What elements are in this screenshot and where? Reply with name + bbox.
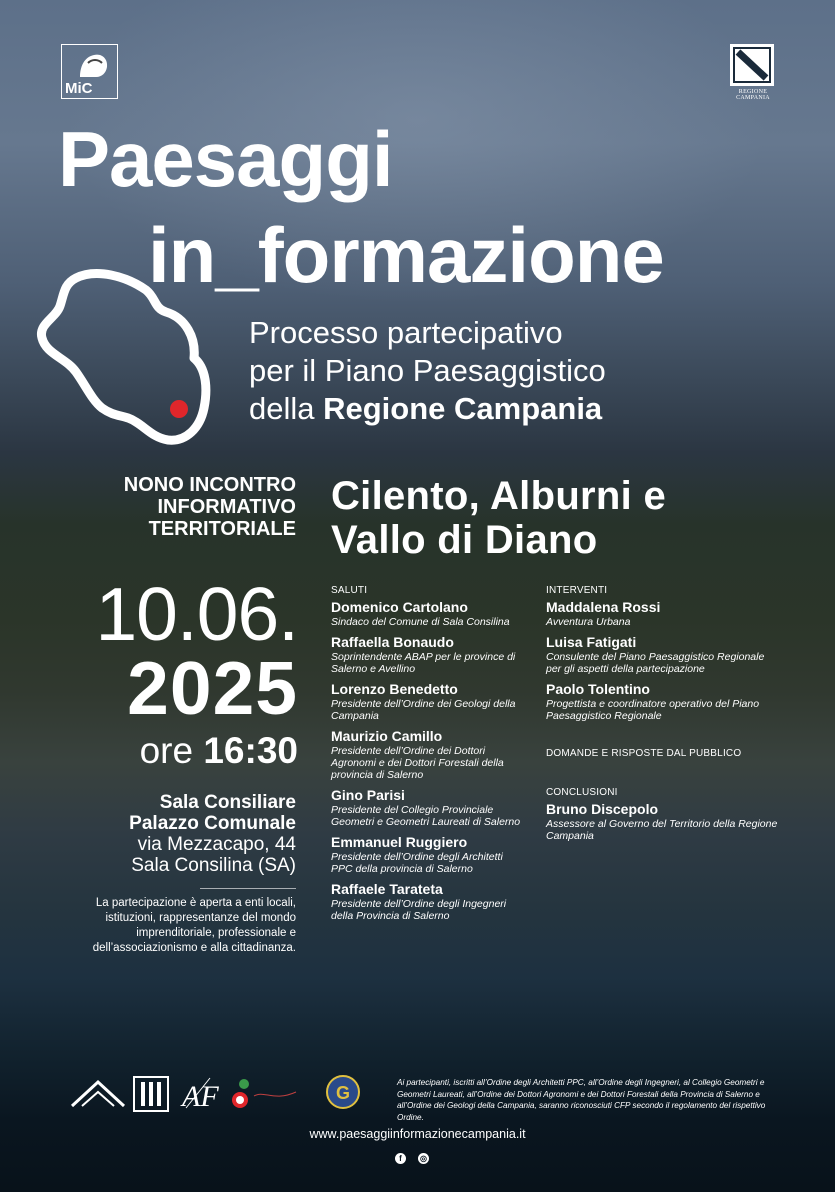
regione-shield-icon [730,44,774,86]
speaker-name: Domenico Cartolano [331,599,468,615]
speaker-role: Progettista e coordinatore operativo del Piano Paesaggistico Regionale [546,698,760,722]
event-date-year: 2025 [127,646,298,730]
speaker-item [331,728,521,781]
speaker-name: Bruno Discepolo [546,801,659,817]
regione-logo-text: REGIONE CAMPANIA [736,89,770,101]
speaker-role: Sindaco del Comune di Sala Consilina [331,616,510,628]
event-time [62,730,298,772]
qa-label: DOMANDE E RISPOSTE DAL PUBBLICO [546,748,742,759]
speaker-role: Presidente dell’Ordine degli Ingegneri della Provincia di Salerno [331,898,507,922]
campania-map-icon [36,268,256,463]
interventi-label: INTERVENTI [546,585,608,596]
subtitle [249,314,606,428]
speaker-role: Presidente dell’Ordine degli Architetti PPC della provincia di Salerno [331,851,503,875]
speaker-item [331,681,521,722]
collegio-geometri-logo-icon [325,1074,361,1110]
place-title [331,474,666,562]
place-title-line-1: Cilento, Alburni e [331,474,667,518]
venue [60,792,296,876]
social-icons [395,1148,441,1166]
partner-logos [70,1070,370,1120]
speaker-role: Soprintendente ABAP per le province di Salerno e Avellino [331,651,516,675]
agronomi-forestali-logo-icon [180,1074,220,1114]
instagram-icon[interactable]: ◎ [418,1153,429,1164]
participation-note: La partecipazione è aperta a enti locali, istituzioni, rappresentanze del mondo imprenditoriale, professionale e dell’associazionismo e alla cittadinanza. [92,897,296,954]
title-line-1: Paesaggi [58,115,393,203]
speaker-role: Presidente dell’Ordine dei Geologi della Campania [331,698,516,722]
venue-line-1: Sala Consiliare [159,792,296,813]
conclusioni-label: CONCLUSIONI [546,787,618,798]
interventi-column [546,585,778,848]
speaker-name: Luisa Fatigati [546,634,637,650]
speaker-role: Assessore al Governo del Territorio della Regione Campania [546,818,778,842]
speaker-name: Lorenzo Benedetto [331,681,458,697]
speaker-role: Presidente del Collegio Provinciale Geometri e Geometri Laureati di Salerno [331,804,521,828]
saluti-column [331,585,521,928]
meeting-line-3: TERRITORIALE [148,518,296,540]
speaker-name: Paolo Tolentino [546,681,650,697]
speaker-item [331,881,521,922]
speaker-name: Raffaele Tarateta [331,881,443,897]
event-time-value: 16:30 [203,730,298,771]
speaker-name: Gino Parisi [331,787,405,803]
meeting-line-2: INFORMATIVO [157,496,296,518]
speaker-name: Emmanuel Ruggiero [331,834,468,850]
mic-emblem-icon [74,49,114,79]
svg-text:AF: AF [182,1080,219,1113]
ordine-architetti-logo-icon [70,1076,126,1110]
speaker-name: Raffaella Bonaudo [331,634,454,650]
mic-logo [61,44,118,99]
meeting-line-1: NONO INCONTRO [123,474,296,496]
speaker-role: Avventura Urbana [546,616,631,628]
ordine-geologi-logo-icon [230,1072,300,1114]
speaker-name: Maurizio Camillo [331,728,443,744]
title-line-2: in_formazione [148,211,664,299]
speaker-item [331,787,521,828]
mic-logo-text: MiC [65,80,93,97]
venue-line-3: via Mezzacapo, 44 [137,834,296,855]
cfp-footnote: Ai partecipanti, iscritti all’Ordine degli Architetti PPC, all’Ordine degli Ingegneri, al Collegio Geometri e Geometri Laureati, all’Ordine dei Dottori Agronomi e dei Dottori Forestali della Provincia di Salerno e all’Ordine dei Geologi della Campania, saranno riconosciuti CFP secondo il regolamento del rispettivo Ordine. [397,1078,766,1122]
place-title-line-2: Vallo di Diano [331,518,598,562]
speaker-item [331,634,521,675]
speaker-item [331,834,521,875]
speaker-item [546,634,778,675]
subtitle-line-2: per il Piano Paesaggistico [249,353,606,388]
location-dot [170,400,188,418]
subtitle-line-3 [249,390,606,428]
speaker-role: Presidente dell’Ordine dei Dottori Agronomi e dei Dottori Forestali della provincia di Salerno [331,745,504,781]
facebook-icon[interactable]: f [395,1153,406,1164]
speaker-item [546,681,778,722]
subtitle-line-3-bold: Regione Campania [323,391,603,426]
speaker-item [331,599,521,628]
meeting-label [60,474,296,540]
speaker-name: Maddalena Rossi [546,599,661,615]
regione-campania-logo [722,44,784,100]
event-time-prefix: ore [139,730,204,771]
venue-line-2: Palazzo Comunale [129,813,296,834]
website-link[interactable]: www.paesaggiinformazionecampania.it [309,1127,526,1141]
speaker-role: Consulente del Piano Paesaggistico Regionale per gli aspetti della partecipazione [546,651,765,675]
speaker-item [546,599,778,628]
speaker-item [546,801,778,842]
subtitle-line-1: Processo partecipativo [249,315,563,350]
svg-text:G: G [336,1083,351,1103]
venue-line-4: Sala Consilina (SA) [131,855,296,876]
saluti-label: SALUTI [331,585,368,596]
ordine-ingegneri-logo-icon [133,1076,169,1112]
subtitle-line-3-prefix: della [249,391,324,426]
divider [200,888,296,889]
event-date-day-month: 10.06. [95,572,298,656]
